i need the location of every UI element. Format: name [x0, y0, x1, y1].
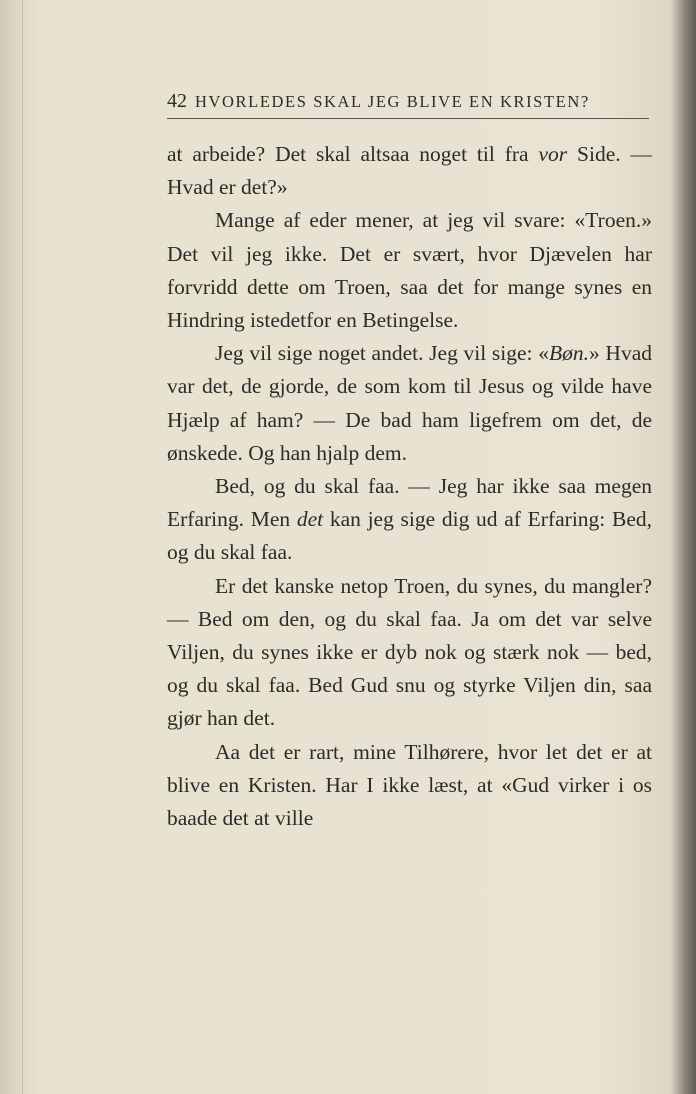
- paragraph-5: [167, 570, 652, 736]
- text-run: Er det kanske netop Troen, du synes, du mangler? — Bed om den, og du skal faa. Ja om det var selve Viljen, du synes ikke er dyb nok og stærk nok — bed, og du skal faa. Bed Gud snu og styrke Viljen din, saa gjør han det.: [167, 573, 652, 731]
- page-gutter: [22, 0, 23, 1094]
- running-header: [167, 90, 649, 113]
- text-run: Jeg vil sige noget andet. Jeg vil sige: «: [215, 341, 549, 366]
- text-run: at arbeide? Det skal altsaa noget til fra: [167, 142, 539, 166]
- paragraph-1: [167, 138, 652, 204]
- text-run: Side. — Hvad er det?»: [167, 142, 652, 200]
- paragraph-6: [167, 736, 652, 836]
- paragraph-2: [167, 204, 652, 337]
- italic-run: vor: [538, 142, 568, 166]
- header-rule: [167, 118, 649, 119]
- body-text: [167, 138, 652, 835]
- text-run: Aa det er rart, mine Tilhørere, hvor let det er at blive en Kristen. Har I ikke læst, at «Gud virker i os baade det at ville: [167, 739, 652, 831]
- running-title: HVORLEDES SKAL JEG BLIVE EN KRISTEN?: [195, 92, 590, 111]
- text-run: kan jeg sige dig ud af Erfaring: Bed, og du skal faa.: [167, 507, 652, 565]
- paragraph-3: [167, 337, 652, 470]
- text-run: » Hvad var det, de gjorde, de som kom til Jesus og vilde have Hjælp af ham? — De bad ham ligefrem om det, de ønskede. Og han hjalp dem.: [167, 341, 652, 465]
- text-run: Bed, og du skal faa. — Jeg har ikke saa megen Erfaring. Men: [167, 474, 652, 532]
- paragraph-4: [167, 470, 652, 570]
- page-number: 42: [167, 90, 187, 112]
- italic-run: Bøn.: [548, 341, 589, 366]
- text-run: Mange af eder mener, at jeg vil svare: «Troen.» Det vil jeg ikke. Det er svært, hvor Djævelen har forvridd dette om Troen, saa det for mange synes en Hindring istedetfor en Betingelse.: [167, 208, 652, 333]
- italic-run: det: [296, 507, 324, 532]
